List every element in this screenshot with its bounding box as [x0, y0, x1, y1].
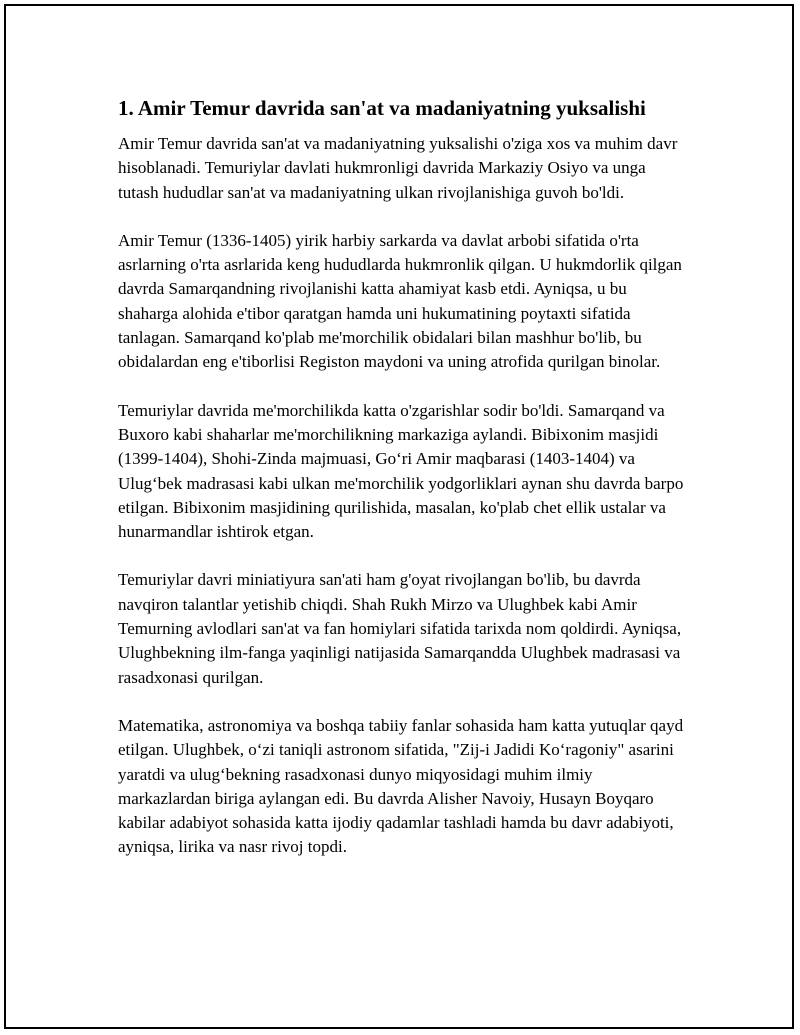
paragraph-miniature-art: Temuriylar davri miniatiyura san'ati ham g'oyat rivojlangan bo'lib, bu davrda navqiron talantlar yetishib chiqdi. Shah Rukh Mirzo va Ulughbek kabi Amir Temurning avlodlari san'at va fan homiylari sifatida tarixda nom qoldirdi. Ayniqsa, Ulughbekning ilm-fanga yaqinligi natijasida Samarqandda Ulughbek madrasasi va rasadxonasi qurilgan.: [118, 570, 682, 687]
paragraph-amir-temur: Amir Temur (1336-1405) yirik harbiy sarkarda va davlat arbobi sifatida o'rta asrlarning o'rta asrlarida keng hududlarda hukmronlik qilgan. U hukmdorlik qilgan davrda Samarqandning rivojlanishi katta ahamiyat kasb etdi. Ayniqsa, u bu shaharga alohida e'tibor qaratgan hamda uni hukumatining poytaxti sifatida tanlagan. Samarqand ko'plab me'morchilik obidalari bilan mashhur bo'lib, bu obidalardan eng e'tiborlisi Registon maydoni va uning atrofida qurilgan binolar.: [118, 230, 682, 372]
paragraph-architecture: Temuriylar davrida me'morchilikda katta o'zgarishlar sodir bo'ldi. Samarqand va Buxoro kabi shaharlar me'morchilikning markaziga aylandi. Bibixonim masjidi (1399-1404), Shohi-Zinda majmuasi, Go‘ri Amir maqbarasi (1403-1404) va Ulug‘bek madrasasi kabi ulkan me'morchilik yodgorliklari aynan shu davrda barpo etilgan. Bibixonim masjidining qurilishida, masalan, ko'plab chet ellik ustalar va hunarmandlar ishtirok etgan.: [118, 400, 684, 542]
paragraph-science-literature: Matematika, astronomiya va boshqa tabiiy fanlar sohasida ham katta yutuqlar qayd etilgan. Ulughbek, o‘zi taniqli astronom sifatida, "Zij-i Jadidi Ko‘ragoniy" asarini yaratdi va ulug‘bekning rasadxonasi dunyo miqyosidagi muhim ilmiy markazlardan biriga aylangan edi. Bu davrda Alisher Navoiy, Husayn Boyqaro kabilar adabiyot sohasida katta ijodiy qadamlar tashladi hamda bu davr adabiyoti, ayniqsa, lirika va nasr rivoj topdi.: [118, 715, 684, 857]
paragraph-intro: Amir Temur davrida san'at va madaniyatning yuksalishi o'ziga xos va muhim davr hisoblanadi. Temuriylar davlati hukmronligi davrida Markaziy Osiyo va unga tutash hududlar san'at va madaniyatning ulkan rivojlanishiga guvoh bo'ldi.: [118, 134, 678, 202]
document-body: [118, 94, 688, 884]
section-heading: 1. Amir Temur davrida san'at va madaniyatning yuksalishi: [118, 96, 646, 120]
